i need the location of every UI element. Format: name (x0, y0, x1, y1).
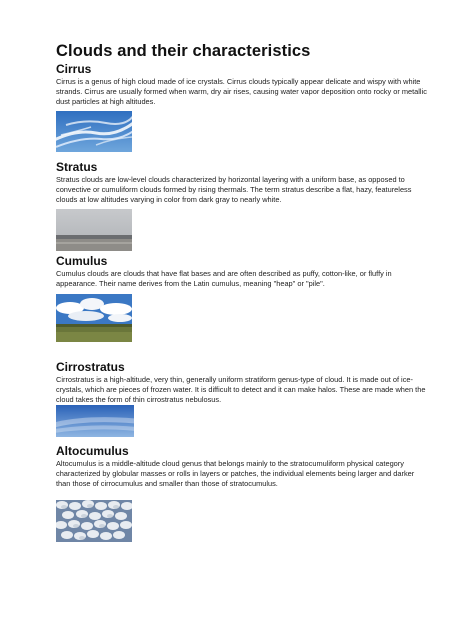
section-heading: Altocumulus (56, 444, 129, 458)
cirrus-photo (56, 111, 132, 152)
section-text: Cirrostratus is a high-altitude, very thin, generally uniform stratiform genus-type of cloud. It is made out of ice-crystals, which are pieces of frozen water. It is difficult to detect and it can make halos. These are made when the cloud takes the form of thin cirrostratus nebulosus. (56, 375, 426, 405)
section-text: Altocumulus is a middle-altitude cloud genus that belongs mainly to the stratocumuliform physical category characterized by globular masses or rolls in layers or patches, the individual elements being larger and darker than those of cirrocumulus and smaller than those of stratocumulus. (56, 459, 415, 489)
section-heading: Cirrostratus (56, 360, 125, 374)
page-title: Clouds and their characteristics (56, 42, 311, 60)
cumulus-photo (56, 294, 132, 342)
section-text: Stratus clouds are low-level clouds characterized by horizontal layering with a uniform base, as opposed to convective or cumuliform clouds formed by rising thermals. The term stratus describe a flat, hazy, featureless clouds at low altitudes varying in color from dark gray to nearly white. (56, 175, 412, 205)
section-text: Cumulus clouds are clouds that have flat bases and are often described as puffy, cotton-like, or fluffy in appearance. Their name derives from the Latin cumulus, meaning "heap" or "pile". (56, 269, 392, 289)
section-cumulus (56, 254, 428, 289)
section-altocumulus (56, 444, 428, 490)
section-cirrostratus (56, 360, 428, 406)
section-text: Cirrus is a genus of high cloud made of ice crystals. Cirrus clouds typically appear delicate and wispy with white strands. Cirrus are usually formed when warm, dry air rises, causing water vapor deposition onto rocky or metallic dust particles at high altitudes. (56, 77, 427, 107)
stratus-photo (56, 209, 132, 251)
cirrostratus-photo (56, 405, 134, 437)
section-heading: Cirrus (56, 62, 92, 76)
section-cirrus (56, 62, 428, 108)
section-stratus (56, 160, 428, 206)
altocumulus-photo (56, 500, 132, 542)
section-heading: Cumulus (56, 254, 108, 268)
section-heading: Stratus (56, 160, 98, 174)
